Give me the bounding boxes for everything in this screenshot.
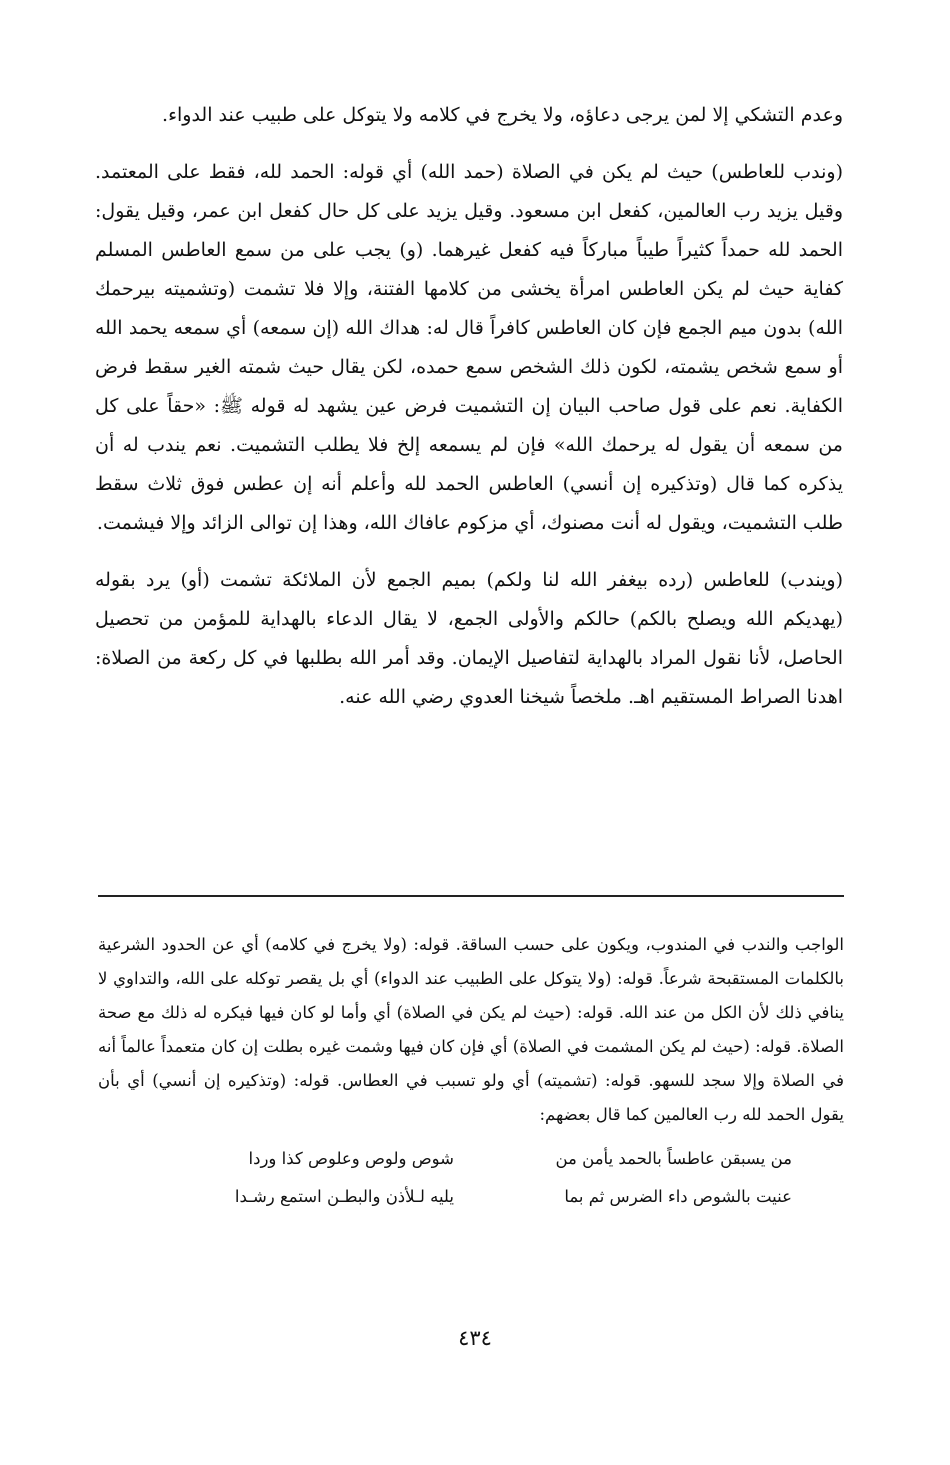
- footnotes: [98, 928, 844, 1216]
- main-paragraph-2: (وندب للعاطس) حيث لم يكن في الصلاة (حمد الله) أي قوله: الحمد لله، فقط على المعتمد. وقيل يزيد رب العالمين، كفعل ابن مسعود. وقيل يزيد على كل حال كفعل ابن عمر، وقيل يقول: الحمد لله حمداً كثيراً طيباً مباركاً فيه كفعل غيرهما. (و) يجب على من سمع العاطس المسلم كفاية حيث لم يكن العاطس امرأة يخشى من كلامها الفتنة، وإلا فلا تشمت (وتشميته بيرحمك الله) بدون ميم الجمع فإن كان العاطس كافراً قال له: هداك الله (إن سمعه) أي سمعه يحمد الله أو سمع شخص يشمته، لكون ذلك الشخص سمع حمده، لكن يقال حيث شمته الغير سقط فرض الكفاية. نعم على قول صاحب البيان إن التشميت فرض عين يشهد له قوله ﷺ: «حقاً على كل من سمعه أن يقول له يرحمك الله» فإن لم يسمعه إلخ فلا يطلب التشميت. نعم يندب له أن يذكره كما قال (وتذكيره إن أنسي) العاطس الحمد لله وأعلم أنه إن عطس فوق ثلاث سقط طلب التشميت، ويقول له أنت مصنوك، أي مزكوم عافاك الله، وهذا إن توالى الزائد وإلا فيشمت.: [95, 161, 843, 534]
- verse-line-1: [98, 1140, 844, 1178]
- verse-2-second-hemistich: يليه لـلأذن والبطـن استمع رشـدا: [234, 1187, 454, 1206]
- main-paragraph-1: وعدم التشكي إلا لمن يرجى دعاؤه، ولا يخرج في كلامه ولا يتوكل على طبيب عند الدواء.: [162, 104, 843, 126]
- verse-2-first-hemistich: عنيت بالشوص داء الضرس ثم بما: [564, 1187, 792, 1206]
- main-paragraph-3: (ويندب) للعاطس (رده بيغفر الله لنا ولكم) بميم الجمع لأن الملائكة تشمت (أو) يرد بقوله (يهديكم الله ويصلح بالكم) حالكم والأولى الجمع، لا يقال الدعاء بالهداية للمؤمن من تحصيل الحاصل، لأنا نقول المراد بالهداية لتفاصيل الإيمان. وقد أمر الله بطلبها في كل ركعة من الصلاة: اهدنا الصراط المستقيم اهـ. ملخصاً شيخنا العدوي رضي الله عنه.: [95, 569, 843, 708]
- verse-block: [98, 1140, 844, 1216]
- main-text: [95, 96, 843, 735]
- verse-line-2: [98, 1178, 844, 1216]
- verse-1-second-hemistich: شوص ولوص وعلوص كذا وردا: [248, 1149, 454, 1168]
- page-number: ٤٣٤: [458, 1326, 492, 1350]
- footnote-divider: [98, 895, 844, 897]
- footnote-text: الواجب والندب في المندوب، ويكون على حسب الساقة. قوله: (ولا يخرج في كلامه) أي عن الحدود الشرعية بالكلمات المستقبحة شرعاً. قوله: (ولا يتوكل على الطبيب عند الدواء) أي بل يقصر توكله على الله، والتداوي لا ينافي ذلك لأن الكل من عند الله. قوله: (حيث لم يكن في الصلاة) أي وأما لو كان فيها فيكره له ذلك مع صحة الصلاة. قوله: (حيث لم يكن المشمت في الصلاة) أي فإن كان فيها وشمت غيره بطلت إن كان متعمداً عالماً أنه في الصلاة وإلا سجد للسهو. قوله: (تشميته) أي ولو تسبب في العطاس. قوله: (وتذكيره إن أنسي) أي بأن يقول الحمد لله رب العالمين كما قال بعضهم:: [98, 935, 844, 1124]
- verse-1-first-hemistich: من يسبقن عاطساً بالحمد يأمن من: [555, 1149, 792, 1168]
